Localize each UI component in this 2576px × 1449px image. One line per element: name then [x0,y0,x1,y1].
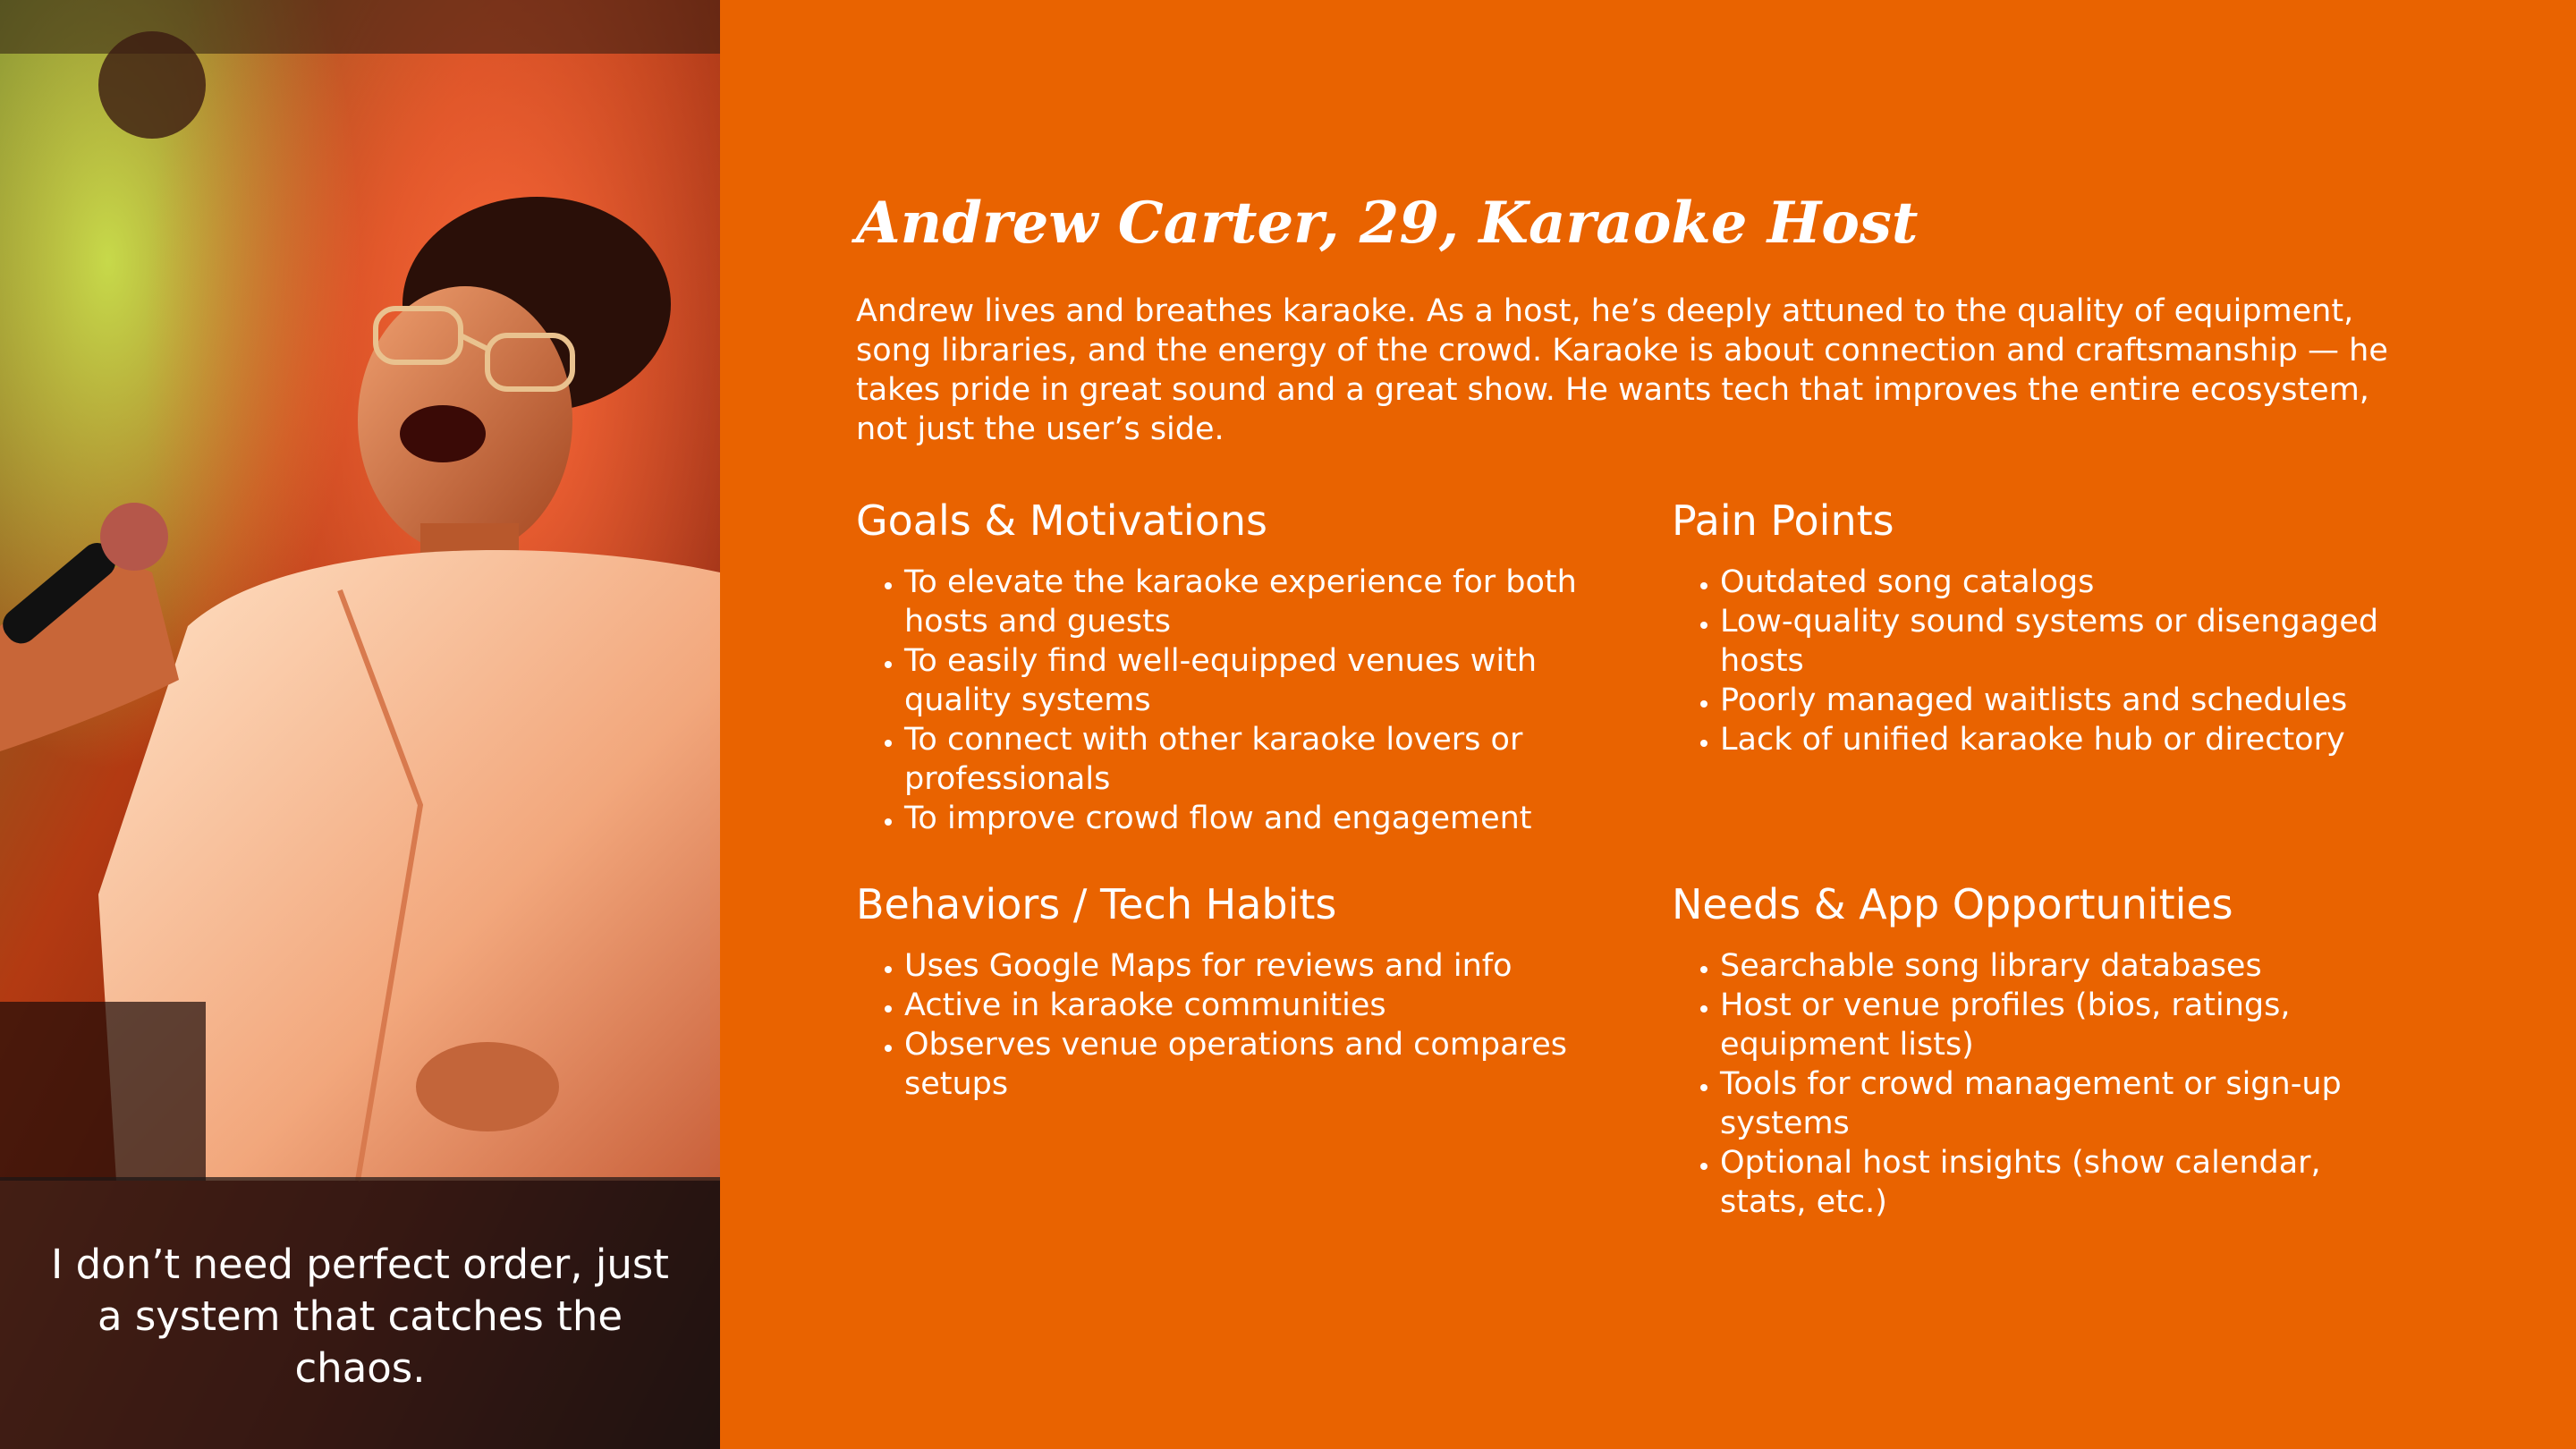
list-item: • Uses Google Maps for reviews and info [904,946,1598,986]
list-item: • To improve crowd flow and engagement [904,799,1598,838]
list-item: • Low-quality sound systems or disengaged hosts [1720,602,2414,681]
section-heading: Needs & App Opportunities [1672,880,2233,928]
list-item: • To elevate the karaoke experience for both hosts and guests [904,563,1598,641]
list-item: • To connect with other karaoke lovers or professionals [904,720,1598,799]
list-item: • Optional host insights (show calendar, stats, etc.) [1720,1143,2414,1222]
section-heading: Pain Points [1672,496,1894,545]
list-item: • Lack of unified karaoke hub or directory [1720,720,2414,759]
section-heading: Behaviors / Tech Habits [856,880,1337,928]
list-item: • Active in karaoke communities [904,986,1598,1025]
persona-intro: Andrew lives and breathes karaoke. As a host, he’s deeply attuned to the quality of equipment, song libraries, and the energy of the crowd. Karaoke is about connection and craftsmanship — he takes pride in great sound and a great show. He wants tech that improves the entire ecosystem, not just the user’s side. [856,293,2388,447]
section-heading: Goals & Motivations [856,496,1267,545]
bullet-list [856,563,1598,838]
list-item: • Poorly managed waitlists and schedules [1720,681,2414,720]
section-goals-motivations [856,495,1598,838]
list-item: • Searchable song library databases [1720,946,2414,986]
section-behaviors-tech-habits [856,878,1598,1104]
persona-title: Andrew Carter, 29, Karaoke Host [856,190,1919,257]
bullet-list [856,946,1598,1104]
persona-photo [0,0,720,1449]
list-item: • Observes venue operations and compares setups [904,1025,1598,1104]
persona-quote: I don’t need perfect order, just a system that catches the chaos. [51,1241,669,1392]
bullet-list [1672,946,2414,1222]
list-item: • Outdated song catalogs [1720,563,2414,602]
list-item: • Tools for crowd management or sign-up systems [1720,1064,2414,1143]
section-needs-app-opportunities [1672,878,2414,1222]
list-item: • To easily find well-equipped venues with quality systems [904,641,1598,720]
bullet-list [1672,563,2414,759]
list-item: • Host or venue profiles (bios, ratings, equipment lists) [1720,986,2414,1064]
section-pain-points [1672,495,2414,759]
